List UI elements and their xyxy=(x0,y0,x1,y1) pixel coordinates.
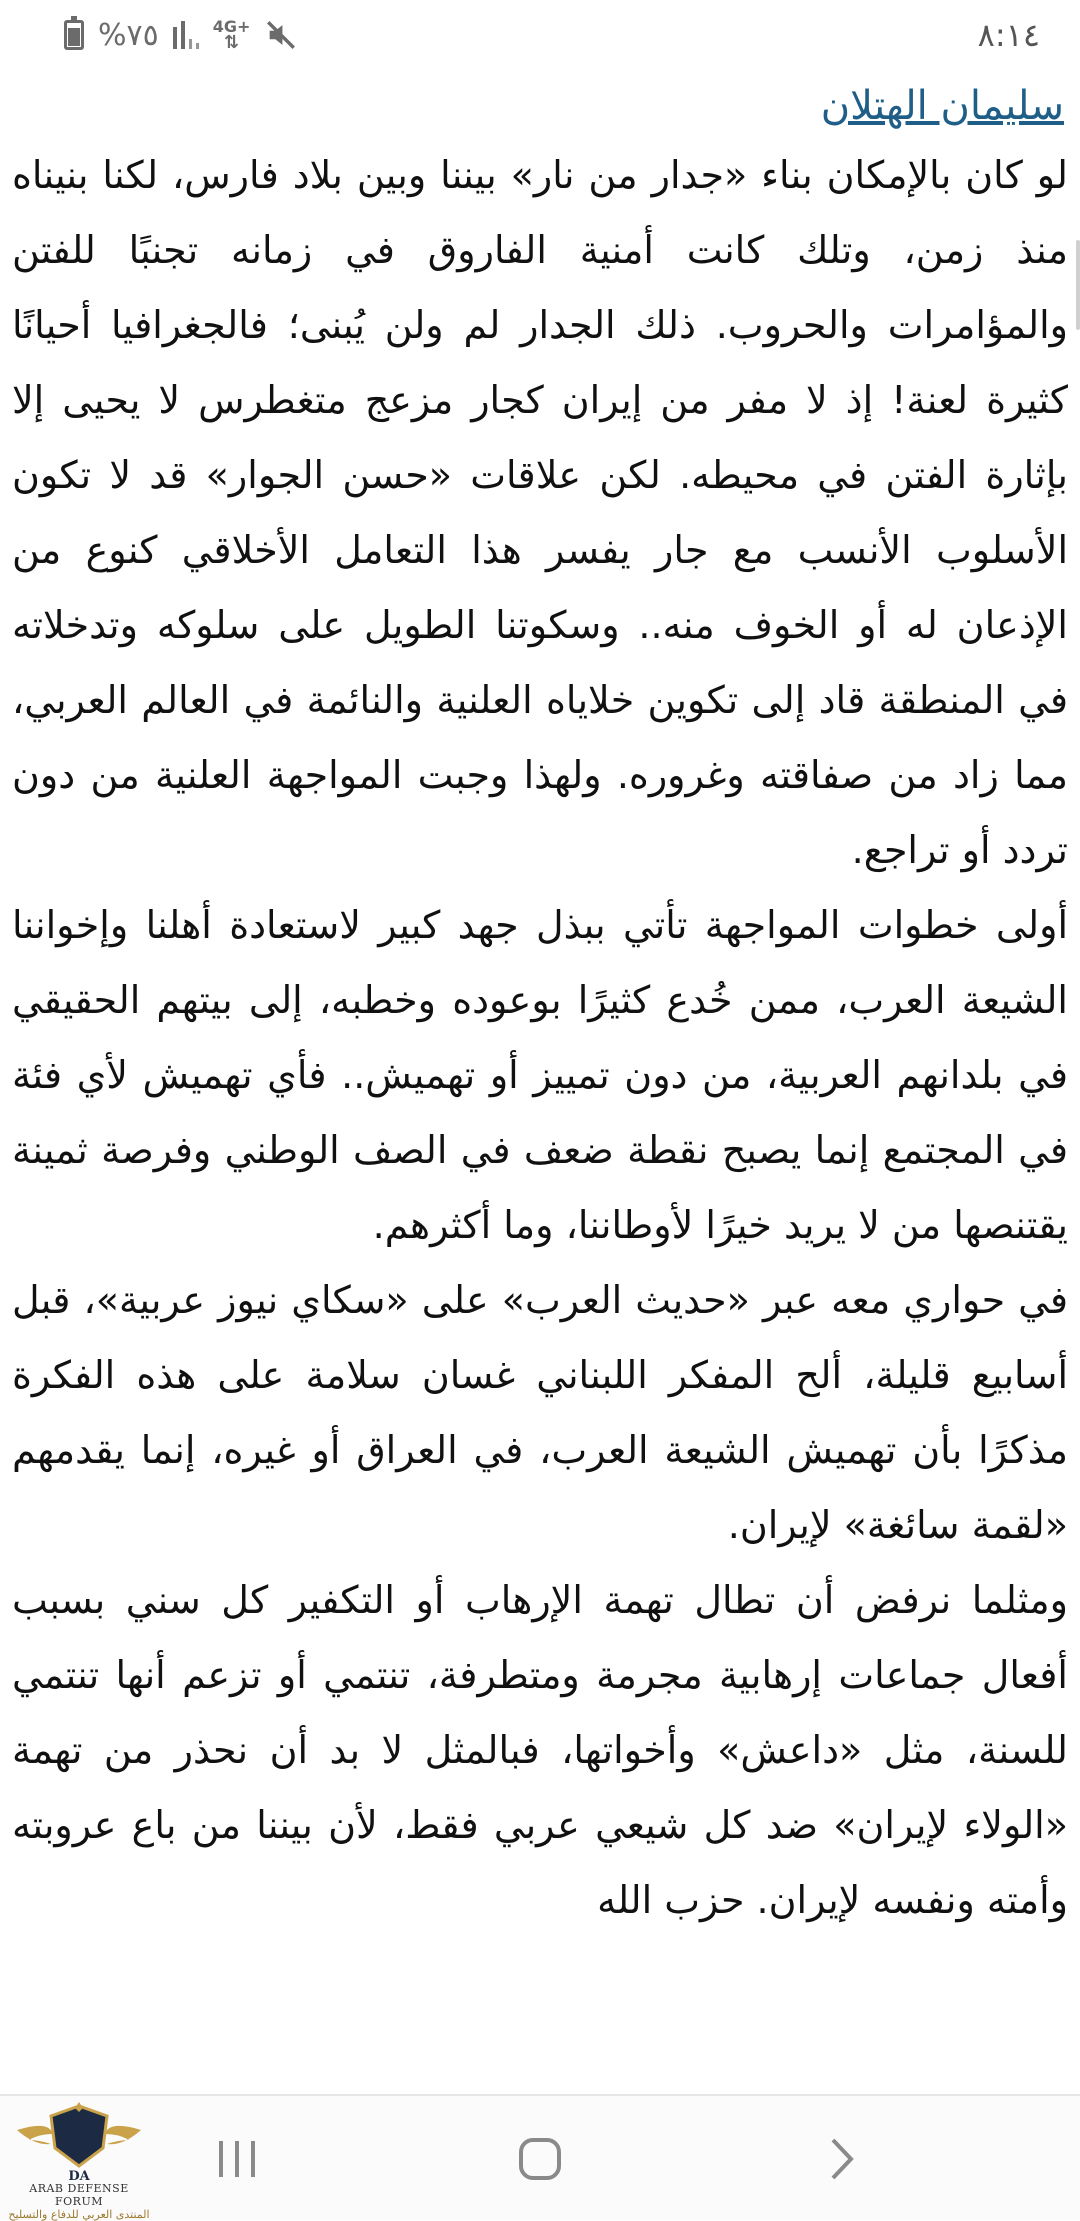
back-icon xyxy=(827,2136,857,2182)
status-time: ٨:١٤ xyxy=(977,16,1040,54)
recent-apps-icon xyxy=(215,2139,261,2179)
battery-percent: %٧٥ xyxy=(98,17,159,53)
watermark-subtitle: المنتدى العربي للدفاع والتسليح xyxy=(8,2208,150,2221)
signal-icon xyxy=(173,21,199,49)
article-paragraph: لو كان بالإمكان بناء «جدار من نار» بيننا وبين بلاد فارس، لكنا بنيناه منذ زمن، وتلك كانت أمنية الفاروق في زمانه تجنبًا للفتن والمؤامرات والحروب. ذلك الجدار لم ولن يُبنى؛ فالجغرافيا أحيانًا كثيرة لعنة! إذ لا مفر من إيران كجار مزعج متغطرس لا يحيى إلا بإثارة الفتن في محيطه. لكن علاقات «حسن الجوار» قد لا تكون الأسلوب الأنسب مع جار يفسر هذا التعامل الأخلاقي كنوع من الإذعان له أو الخوف منه.. وسكوتنا الطويل على سلوكه وتدخلاته في المنطقة قاد إلى تكوين خلاياه العلنية والنائمة في العالم العربي، مما زاد من صفاقته وغروره. ولهذا وجبت المواجهة العلنية من دون تردد أو تراجع. xyxy=(12,153,1068,872)
status-icons xyxy=(64,18,298,53)
forum-logo-icon xyxy=(9,2100,149,2182)
watermark xyxy=(4,2100,154,2221)
back-button[interactable] xyxy=(802,2124,882,2194)
author-link[interactable]: سليمان الهتلان xyxy=(820,83,1064,129)
network-label: 4G+ xyxy=(212,17,251,36)
network-4g-icon: 4G+ ⇅ xyxy=(212,17,251,53)
home-icon xyxy=(517,2136,563,2182)
article-paragraph: ومثلما نرفض أن تطال تهمة الإرهاب أو التكفير كل سني بسبب أفعال جماعات إرهابية مجرمة ومتطرفة، تنتمي أو تزعم أنها تنتمي للسنة، مثل «داعش» وأخواتها، فبالمثل لا بد أن نحذر من تهمة «الولاء لإيران» ضد كل شيعي عربي فقط، لأن بيننا من باع عروبته وأمته ونفسه لإيران. حزب الله xyxy=(12,1578,1068,1922)
mute-icon xyxy=(264,18,298,52)
scroll-indicator xyxy=(1076,240,1080,330)
article xyxy=(12,76,1068,1938)
logo-letters: DA xyxy=(68,2169,90,2182)
battery-icon xyxy=(64,20,84,50)
article-paragraph: في حواري معه عبر «حديث العرب» على «سكاي نيوز عربية»، قبل أسابيع قليلة، ألح المفكر اللبناني غسان سلامة على هذه الفكرة مذكرًا بأن تهميش الشيعة العرب، في العراق أو غيره، إنما يقدمهم «لقمة سائغة» لإيران. xyxy=(12,1278,1068,1547)
status-bar xyxy=(0,0,1080,70)
article-paragraph: أولى خطوات المواجهة تأتي ببذل جهد كبير لاستعادة أهلنا وإخواننا الشيعة العرب، ممن خُدع كثيرًا بوعوده وخطبه، إلى بيتهم الحقيقي في بلدانهم العربية، من دون تمييز أو تهميش.. فأي تهميش لأي فئة في المجتمع إنما يصبح نقطة ضعف في الصف الوطني وفرصة ثمينة يقتنصها من لا يريد خيرًا لأوطاننا، وما أكثرهم. xyxy=(12,903,1068,1247)
watermark-title: ARAB DEFENSE FORUM xyxy=(29,2182,129,2208)
navigation-bar xyxy=(0,2094,1080,2220)
recent-apps-button[interactable] xyxy=(198,2124,278,2194)
home-button[interactable] xyxy=(500,2124,580,2194)
